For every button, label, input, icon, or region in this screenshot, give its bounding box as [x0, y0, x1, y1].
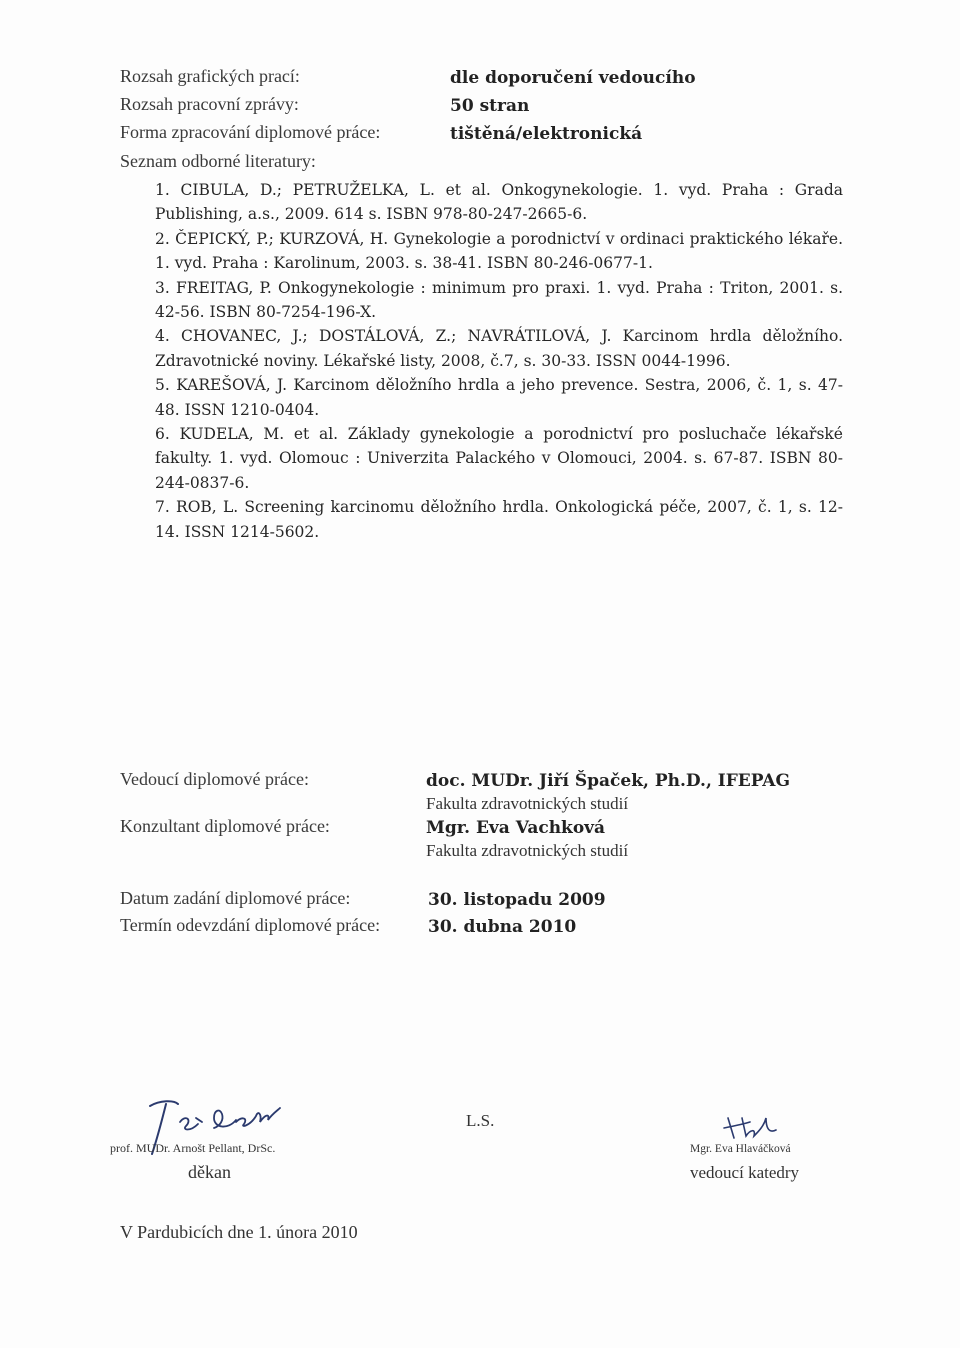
supervisor-label: Vedoucí diplomové práce:	[120, 769, 309, 789]
reference-item: 4. CHOVANEC, J.; DOSTÁLOVÁ, Z.; NAVRÁTILOVÁ, J. Karcinom hrdla děložního. Zdravotnické noviny. Lékařské listy, 2008, č.7, s. 30-33. ISSN 0044-1996.	[155, 327, 843, 370]
reference-item: 2. ČEPICKÝ, P.; KURZOVÁ, H. Gynekologie a porodnictví v ordinaci praktického lékaře. 1. vyd. Praha : Karolinum, 2003. s. 38-41. ISBN 80-246-0677-1.	[155, 229, 843, 273]
head-name: Mgr. Eva Hlaváčková	[690, 1143, 791, 1155]
seal-placeholder: L.S.	[466, 1111, 495, 1130]
head-role: vedoucí katedry	[690, 1163, 800, 1182]
report-scope-label: Rozsah pracovní zprávy:	[120, 94, 299, 114]
reference-item: 3. FREITAG, P. Onkogynekologie : minimum pro praxi. 1. vyd. Praha : Triton, 2001. s. 42-56. ISBN 80-7254-196-X.	[155, 278, 843, 322]
thesis-form-label: Forma zpracování diplomové práce:	[120, 122, 381, 142]
reference-item: 1. CIBULA, D.; PETRUŽELKA, L. et al. Onkogynekologie. 1. vyd. Praha : Grada Publishing, a.s., 2009. 614 s. ISBN 978-80-247-2665-6.	[155, 181, 843, 224]
head-signature	[720, 1112, 790, 1146]
graphics-scope-value: dle doporučení vedoucího	[450, 68, 696, 88]
consultant-name: Mgr. Eva Vachková	[426, 818, 606, 838]
graphics-scope-label: Rozsah grafických prací:	[120, 66, 300, 86]
deadline-value: 30. dubna 2010	[428, 917, 577, 937]
supervisor-affiliation: Fakulta zdravotnických studií	[426, 794, 629, 813]
report-scope-value: 50 stran	[450, 96, 530, 116]
reference-item: 6. KUDELA, M. et al. Základy gynekologie a porodnictví pro posluchače lékařské fakulty. 1. vyd. Olomouc : Univerzita Palackého v Olomouci, 2004. s. 67-87. ISBN 80-244-0837-6.	[155, 425, 843, 492]
assignment-date-label: Datum zadání diplomové práce:	[120, 888, 351, 908]
dean-role: děkan	[188, 1162, 231, 1182]
reference-list	[155, 178, 843, 544]
dean-name: prof. MUDr. Arnošt Pellant, DrSc.	[110, 1141, 276, 1155]
deadline-label: Termín odevzdání diplomové práce:	[120, 915, 381, 935]
assignment-date-value: 30. listopadu 2009	[428, 890, 606, 910]
consultant-affiliation: Fakulta zdravotnických studií	[426, 841, 629, 860]
consultant-label: Konzultant diplomové práce:	[120, 816, 330, 836]
supervisor-name: doc. MUDr. Jiří Špaček, Ph.D., IFEPAG	[426, 771, 791, 791]
place-and-date: V Pardubicích dne 1. února 2010	[120, 1222, 358, 1242]
reference-item: 5. KAREŠOVÁ, J. Karcinom děložního hrdla a jeho prevence. Sestra, 2006, č. 1, s. 47-48. ISSN 1210-0404.	[155, 376, 843, 419]
thesis-form-value: tištěná/elektronická	[450, 124, 643, 144]
reference-item: 7. ROB, L. Screening karcinomu děložního hrdla. Onkologická péče, 2007, č. 1, s. 12-14. ISSN 1214-5602.	[155, 498, 843, 541]
literature-label: Seznam odborné literatury:	[120, 151, 316, 171]
